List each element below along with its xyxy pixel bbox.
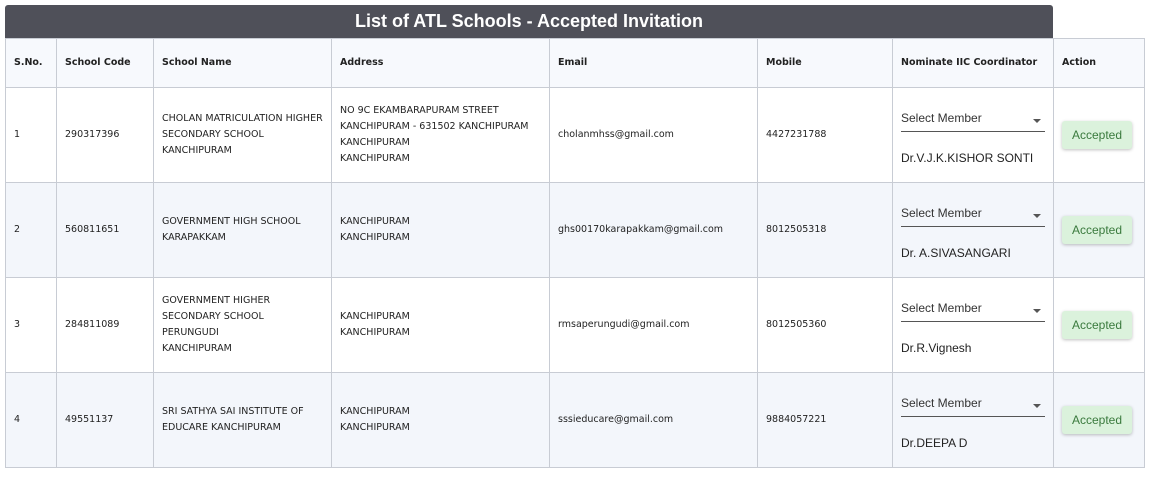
- email-cell: sssieducare@gmail.com: [550, 373, 758, 468]
- school-name-cell-line: KANCHIPURAM: [162, 343, 232, 354]
- table-row: [6, 183, 1145, 278]
- address-cell: [332, 183, 550, 278]
- column-header-mobile: Mobile: [758, 39, 893, 88]
- sno-cell: 1: [6, 88, 57, 183]
- table-row: [6, 88, 1145, 183]
- mobile-cell: 8012505318: [758, 183, 893, 278]
- select-member-dropdown[interactable]: [901, 389, 1045, 417]
- mobile-cell: 4427231788: [758, 88, 893, 183]
- select-member-placeholder: Select Member: [901, 395, 982, 410]
- school-name-cell-line: GOVERNMENT HIGHER: [162, 295, 271, 306]
- action-cell: [1054, 278, 1145, 373]
- chevron-down-icon: [1033, 119, 1041, 123]
- address-cell-line: KANCHIPURAM: [340, 232, 410, 243]
- select-member-dropdown[interactable]: [901, 104, 1045, 132]
- school-name-cell-line: GOVERNMENT HIGH SCHOOL: [162, 216, 301, 227]
- column-header-sno: S.No.: [6, 39, 57, 88]
- select-member-dropdown[interactable]: [901, 294, 1045, 322]
- action-cell: [1054, 373, 1145, 468]
- email-cell: ghs00170karapakkam@gmail.com: [550, 183, 758, 278]
- action-cell: [1054, 183, 1145, 278]
- table-row: [6, 373, 1145, 468]
- accepted-button[interactable]: Accepted: [1062, 121, 1132, 149]
- column-header-address: Address: [332, 39, 550, 88]
- column-header-school-code: School Code: [57, 39, 154, 88]
- table-header-row: [6, 39, 1145, 88]
- chevron-down-icon: [1033, 309, 1041, 313]
- address-cell-line: KANCHIPURAM: [340, 311, 410, 322]
- coordinator-name: Dr.R.Vignesh: [901, 341, 972, 355]
- mobile-cell: 8012505360: [758, 278, 893, 373]
- coordinator-cell: [893, 278, 1054, 373]
- coordinator-name: Dr. A.SIVASANGARI: [901, 246, 1011, 260]
- coordinator-cell: [893, 88, 1054, 183]
- sno-cell: 4: [6, 373, 57, 468]
- email-cell: rmsaperungudi@gmail.com: [550, 278, 758, 373]
- school-name-cell-line: SRI SATHYA SAI INSTITUTE OF: [162, 406, 304, 417]
- table-row: [6, 278, 1145, 373]
- school-name-cell-line: KANCHIPURAM: [162, 145, 232, 156]
- schools-table: [5, 38, 1145, 468]
- select-member-dropdown[interactable]: [901, 199, 1045, 227]
- address-cell-line: KANCHIPURAM - 631502 KANCHIPURAM: [340, 121, 529, 132]
- column-header-coordinator: Nominate IIC Coordinator: [893, 39, 1054, 88]
- address-cell-line: KANCHIPURAM: [340, 153, 410, 164]
- table-title-bar: [5, 5, 1053, 38]
- school-code-cell: 290317396: [57, 88, 154, 183]
- address-cell-line: KANCHIPURAM: [340, 422, 410, 433]
- school-name-cell-line: SECONDARY SCHOOL PERUNGUDI: [162, 311, 264, 338]
- school-name-cell-line: CHOLAN MATRICULATION HIGHER: [162, 113, 323, 124]
- column-header-action: Action: [1054, 39, 1145, 88]
- page-title: List of ATL Schools - Accepted Invitation: [354, 11, 704, 31]
- accepted-button[interactable]: Accepted: [1062, 311, 1132, 339]
- address-cell-line: KANCHIPURAM: [340, 137, 410, 148]
- column-header-school-name: School Name: [154, 39, 332, 88]
- school-code-cell: 560811651: [57, 183, 154, 278]
- table-body: [6, 88, 1145, 468]
- coordinator-name: Dr.DEEPA D: [901, 436, 968, 450]
- school-name-cell: [154, 278, 332, 373]
- school-name-cell-line: SECONDARY SCHOOL: [162, 129, 264, 140]
- select-member-placeholder: Select Member: [901, 300, 982, 315]
- select-member-placeholder: Select Member: [901, 110, 982, 125]
- coordinator-cell: [893, 373, 1054, 468]
- school-name-cell-line: KARAPAKKAM: [162, 232, 226, 243]
- column-header-email: Email: [550, 39, 758, 88]
- email-cell: cholanmhss@gmail.com: [550, 88, 758, 183]
- address-cell: [332, 373, 550, 468]
- school-name-cell: [154, 88, 332, 183]
- school-name-cell-line: EDUCARE KANCHIPURAM: [162, 422, 281, 433]
- accepted-button[interactable]: Accepted: [1062, 406, 1132, 434]
- accepted-button[interactable]: Accepted: [1062, 216, 1132, 244]
- school-name-cell: [154, 183, 332, 278]
- select-member-placeholder: Select Member: [901, 205, 982, 220]
- coordinator-name: Dr.V.J.K.KISHOR SONTI: [901, 151, 1034, 165]
- address-cell-line: KANCHIPURAM: [340, 216, 410, 227]
- address-cell-line: KANCHIPURAM: [340, 327, 410, 338]
- sno-cell: 2: [6, 183, 57, 278]
- action-cell: [1054, 88, 1145, 183]
- chevron-down-icon: [1033, 214, 1041, 218]
- address-cell: [332, 278, 550, 373]
- school-code-cell: 49551137: [57, 373, 154, 468]
- sno-cell: 3: [6, 278, 57, 373]
- address-cell-line: KANCHIPURAM: [340, 406, 410, 417]
- coordinator-cell: [893, 183, 1054, 278]
- school-name-cell: [154, 373, 332, 468]
- mobile-cell: 9884057221: [758, 373, 893, 468]
- address-cell: [332, 88, 550, 183]
- chevron-down-icon: [1033, 404, 1041, 408]
- school-code-cell: 284811089: [57, 278, 154, 373]
- address-cell-line: NO 9C EKAMBARAPURAM STREET: [340, 105, 499, 116]
